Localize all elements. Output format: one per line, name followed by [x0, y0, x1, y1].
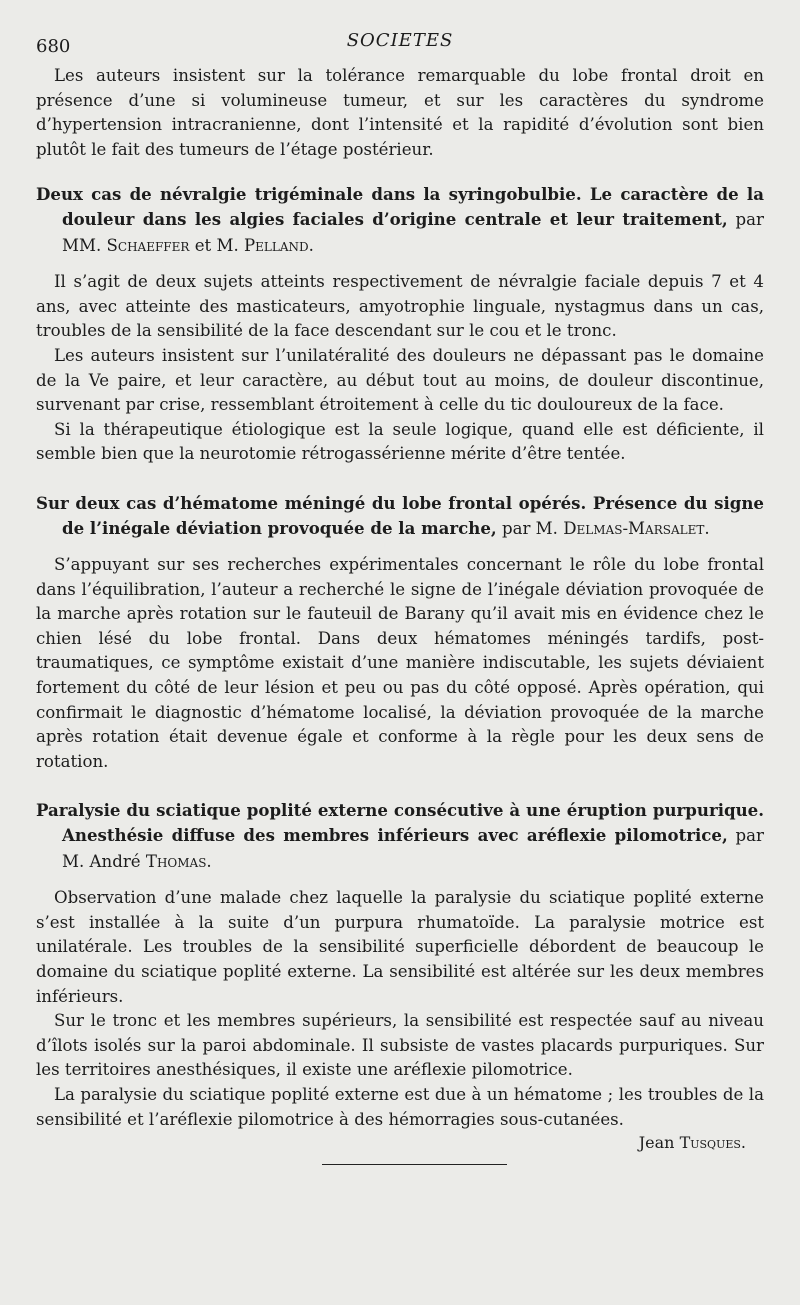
page-number: 680 — [36, 36, 71, 57]
body-paragraph: Si la thérapeutique étiologique est la seule logique, quand elle est déficiente, il semble bien que la neurotomie rétrogassérienne mérite d’être tentée. — [36, 419, 764, 464]
authors-suffix: . — [704, 518, 710, 538]
intro-paragraph: Les auteurs insistent sur la tolérance remarquable du lobe frontal droit en présence d’une si volumineuse tumeur, et sur les caractères du syndrome d’hypertension intracranienne, dont l’intensité et la rapidité d’évolution sont bien plutôt le fait des tumeurs de l’étage postérieur. — [36, 66, 764, 159]
author-name: Delmas-Marsalet — [563, 518, 705, 538]
authors-suffix: . — [206, 851, 212, 871]
authors-suffix: . — [308, 235, 314, 255]
body-paragraph: Les auteurs insistent sur l’unilatéralité des douleurs ne dépassant pas le domaine de la Ve paire, et leur caractère, au début tout au moins, de douleur discontinue, survenant par crise, ressemblant étroitement à celle du tic douloureux de la face. — [36, 345, 764, 415]
section-title — [36, 798, 764, 874]
section-title — [36, 182, 764, 258]
authors-prefix: par M. — [496, 518, 564, 538]
authors-prefix: par MM. — [62, 209, 764, 255]
section-title — [36, 491, 764, 541]
title-text: Deux cas de névralgie trigéminale dans la syringobulbie. Le caractère de la douleur dans les algies faciales d’origine centrale et leur traitement, — [36, 184, 764, 229]
closing-rule — [322, 1164, 507, 1165]
page-header — [36, 24, 764, 64]
running-head: SOCIETES — [346, 30, 454, 51]
body-paragraph: S’appuyant sur ses recherches expérimentales concernant le rôle du lobe frontal dans l’équilibration, l’auteur a recherché le signe de l’inégale déviation provoquée de la marche après rotation sur le fauteuil de Barany qu’il avait mis en évidence chez le chien lésé du lobe frontal. Dans deux hématomes méningés tardifs, post-traumatiques, ce symptôme existait d’une manière indiscutable, les sujets déviaient fortement du côté de leur lésion et peu ou pas du côté opposé. Après opération, qui confirmait le diagnostic d’hématome localisé, la déviation provoquée de la marche après rotation était devenue égale et conforme à la règle pour les deux sens de rotation. — [36, 555, 764, 771]
abstract-section — [36, 491, 764, 775]
signature-first-name: Jean — [638, 1133, 675, 1153]
authors-line — [497, 519, 710, 538]
abstract-section — [36, 798, 764, 1132]
signature-last-name: Tusques. — [679, 1133, 746, 1153]
body-paragraph: Observation d’une malade chez laquelle la paralysie du sciatique poplité externe s’est installée à la suite d’un purpura rhumatoïde. La paralysie motrice est unilatérale. Les troubles de la sensibilité superficielle débordent de beaucoup le domaine du sciatique poplité externe. La sensibilité est altérée sur les deux membres inférieurs. — [36, 888, 764, 1006]
body-paragraph: La paralysie du sciatique poplité externe est due à un hématome ; les troubles de la sensibilité et l’aréflexie pilomotrice à des hémorragies sous-cutanées. — [36, 1084, 764, 1129]
title-text: Sur deux cas d’hématome méningé du lobe frontal opérés. Présence du signe de l’inégale déviation provoquée de la marche, — [36, 492, 764, 538]
author-name: Thomas — [145, 851, 207, 871]
author-name: Pelland — [244, 235, 309, 255]
body-paragraph: Sur le tronc et les membres supérieurs, la sensibilité est respectée sauf au niveau d’îlots isolés sur la paroi abdominale. Il subsiste de vastes placards purpuriques. Sur les territoires anesthésiques, il existe une aréflexie pilomotrice. — [36, 1011, 764, 1080]
signature — [36, 1132, 764, 1154]
body-paragraph: Il s’agit de deux sujets atteints respectivement de névralgie faciale depuis 7 et 4 ans, avec atteinte des masticateurs, amyotrophie linguale, nystagmus dans un cas, troubles de la sensibilité de la face descendant sur le cou et le tronc. — [36, 272, 764, 341]
authors-middle: et M. — [189, 235, 244, 255]
authors-prefix: par M. André — [62, 826, 764, 871]
author-name: Schaeffer — [106, 235, 190, 255]
title-text: Paralysie du sciatique poplité externe consécutive à une éruption purpurique. Anesthésie diffuse des membres inférieurs avec aréflexie pilomotrice, — [36, 800, 764, 846]
abstract-section — [36, 182, 764, 467]
